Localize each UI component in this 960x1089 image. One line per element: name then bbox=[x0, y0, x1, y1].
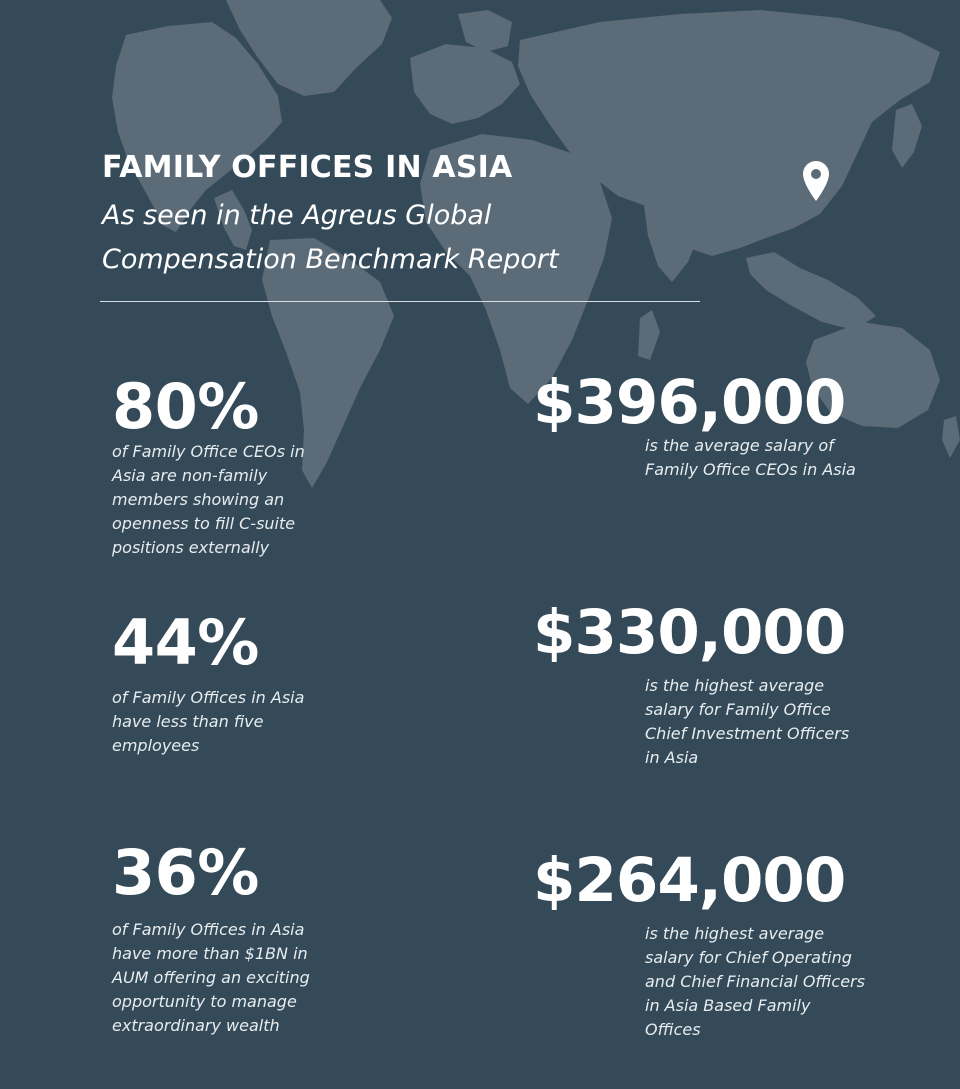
stat-aum-over-1bn bbox=[112, 836, 342, 1038]
stat-value: 44% bbox=[112, 606, 259, 679]
page-subtitle: As seen in the Agreus Global Compensation Benchmark Report bbox=[102, 200, 559, 275]
stat-coo-cfo-salary bbox=[533, 845, 893, 1042]
europe-shape bbox=[410, 44, 520, 124]
stat-small-offices bbox=[112, 606, 342, 758]
stat-value: $330,000 bbox=[533, 597, 846, 668]
japan-shape bbox=[892, 104, 922, 168]
southeast-asia-shape bbox=[746, 252, 876, 330]
madagascar-shape bbox=[638, 310, 660, 360]
stat-value: 36% bbox=[112, 836, 259, 909]
stat-description: is the highest average salary for Family Office Chief Investment Officers in Asia bbox=[645, 676, 850, 767]
stat-ceo-salary bbox=[533, 367, 893, 482]
location-pin-icon bbox=[802, 160, 830, 202]
new-zealand-shape bbox=[942, 416, 960, 458]
stat-description: of Family Offices in Asia have less than five employees bbox=[112, 688, 305, 755]
stat-description: is the highest average salary for Chief Operating and Chief Financial Officers in Asia Based Family Offices bbox=[645, 924, 865, 1039]
stat-ceo-non-family bbox=[112, 370, 342, 560]
stat-cio-salary bbox=[533, 597, 893, 770]
stat-description: of Family Office CEOs in Asia are non-family members showing an openness to fill C-suite positions externally bbox=[112, 442, 305, 557]
stat-value: 80% bbox=[112, 370, 259, 443]
stat-value: $264,000 bbox=[533, 845, 846, 916]
scandinavia-shape bbox=[458, 10, 512, 52]
stat-description: is the average salary of Family Office CEOs in Asia bbox=[645, 436, 856, 479]
header-divider bbox=[100, 301, 700, 302]
header bbox=[102, 150, 722, 282]
stat-description: of Family Offices in Asia have more than $1BN in AUM offering an exciting opportunity to manage extraordinary wealth bbox=[112, 920, 310, 1035]
page-title: FAMILY OFFICES IN ASIA bbox=[102, 150, 513, 185]
stat-value: $396,000 bbox=[533, 367, 846, 438]
